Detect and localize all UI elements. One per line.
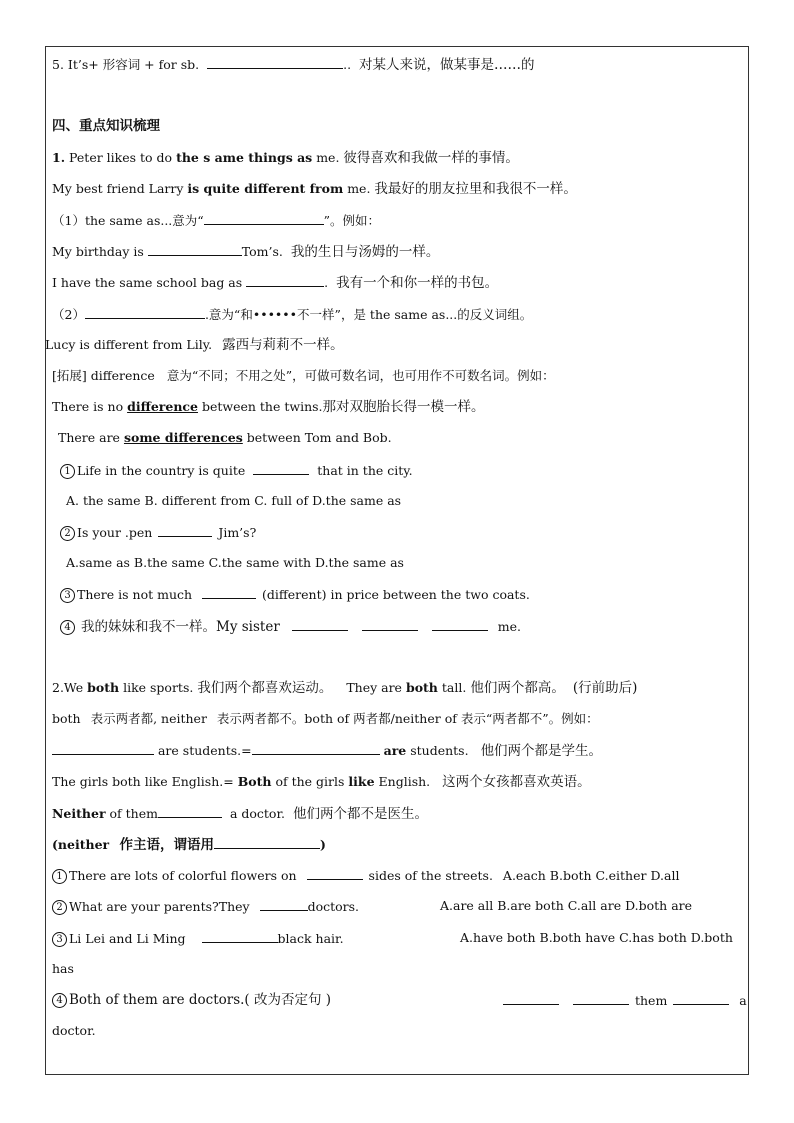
example-text: Lucy is different from Lily. xyxy=(45,337,213,352)
example-text: The girls both like English.= xyxy=(52,774,234,789)
point1-sub2 xyxy=(52,306,532,323)
blank-line[interactable] xyxy=(52,742,154,755)
answer-blank[interactable] xyxy=(503,992,559,1005)
exercise-text: sides of the streets. xyxy=(368,868,493,883)
pattern-text: 5. It’s+ 形容词 + for sb. xyxy=(52,57,200,72)
exercise-text: Li Lei and Li Ming xyxy=(69,931,186,946)
exercise-text: a xyxy=(739,993,747,1008)
extension-text: 意为“不同；不用之处”，可做可数名词，也可用作不可数名词。例如： xyxy=(166,368,555,383)
exercise-text: black hair. xyxy=(277,931,344,946)
point1-example6 xyxy=(52,399,485,415)
point1-example2 xyxy=(52,181,577,197)
example-text: There are xyxy=(58,430,120,445)
pattern-meaning: 对某人来说，做某事是……的 xyxy=(359,57,535,73)
explanation: 表示两者都不。both of 两者都/neither of 表示“两者都不”。例如： xyxy=(216,711,599,726)
point1-sub1 xyxy=(52,212,380,229)
key-phrase: is quite different from xyxy=(187,181,344,196)
circled-number: 4 xyxy=(60,620,75,635)
exercise-text: doctors. xyxy=(307,899,360,914)
answer-blank[interactable] xyxy=(202,930,278,943)
pattern-dots: .. xyxy=(343,57,352,72)
blank-line[interactable] xyxy=(207,56,343,69)
example-text: of the girls xyxy=(275,774,345,789)
exercise-text: (different) in price between the two coats. xyxy=(262,587,530,602)
exercise-text: 我的妹妹和我不一样。My sister xyxy=(81,619,280,635)
exercise-4 xyxy=(60,618,521,635)
translation: 我的生日与汤姆的一样。 xyxy=(290,244,440,260)
answer-blank[interactable] xyxy=(673,992,729,1005)
example-text: between Tom and Bob. xyxy=(246,430,392,445)
answer-blank[interactable] xyxy=(158,524,212,537)
example-text: of them xyxy=(109,806,158,821)
point2-line5 xyxy=(52,805,428,822)
translation: 他们两个都不是医生。 xyxy=(293,806,429,822)
exercise-r2-options: A.are all B.are both C.all are D.both are xyxy=(440,898,693,913)
sub-text: （1）the same as...意为“ xyxy=(52,213,204,228)
translation: 我最好的朋友拉里和我很不一样。 xyxy=(374,181,577,197)
sentence-pattern-line xyxy=(52,56,535,73)
translation: 那对双胞胎长得一模一样。 xyxy=(322,399,485,415)
point1-example1 xyxy=(52,150,519,166)
example-text: students. xyxy=(410,743,469,758)
exercise-r3 xyxy=(52,930,344,947)
point2-note xyxy=(52,836,326,853)
example-text: a doctor. xyxy=(229,806,286,821)
exercise-1 xyxy=(60,462,413,479)
example-text: English. xyxy=(378,774,431,789)
circled-number: 3 xyxy=(52,932,67,947)
answer-blank[interactable] xyxy=(292,618,348,631)
example-text: There is no xyxy=(52,399,124,414)
example-text: are students.= xyxy=(157,743,252,758)
translation: 这两个女孩都喜欢英语。 xyxy=(442,774,591,790)
example-text: between the twins. xyxy=(201,399,323,414)
answer-blank[interactable] xyxy=(573,992,629,1005)
exercise-r1 xyxy=(52,867,679,884)
example-text: They are xyxy=(346,680,402,695)
blank-line[interactable] xyxy=(148,243,242,256)
point1-example4 xyxy=(52,274,498,291)
example-text: Tom’s. xyxy=(241,244,283,259)
example-text: tall. xyxy=(441,680,467,695)
explanation: both xyxy=(52,711,81,726)
blank-line[interactable] xyxy=(214,836,320,849)
key-phrase: are xyxy=(383,743,407,758)
exercise-r4-cont: doctor. xyxy=(52,1023,96,1038)
exercise-text: me. xyxy=(497,619,521,634)
point1-example5 xyxy=(45,337,344,353)
circled-number: 2 xyxy=(52,900,67,915)
key-phrase: Neither xyxy=(52,806,106,821)
exercise-2 xyxy=(60,524,256,541)
example-text: My birthday is xyxy=(52,244,144,259)
exercise-text: Is your .pen xyxy=(77,525,153,540)
circled-number: 2 xyxy=(60,526,75,541)
key-phrase: Both xyxy=(237,774,272,789)
extension-line xyxy=(52,368,555,384)
key-phrase: both xyxy=(405,680,438,695)
point2-line1 xyxy=(52,680,637,696)
exercise-text: them xyxy=(634,993,668,1008)
answer-blank[interactable] xyxy=(432,618,488,631)
note-text: 作主语，谓语用 xyxy=(119,837,214,853)
circled-number: 1 xyxy=(52,869,67,884)
exercise-options: A.each B.both C.either D.all xyxy=(502,868,680,883)
circled-number: 3 xyxy=(60,588,75,603)
exercise-1-options: A. the same B. different from C. full of D.the same as xyxy=(66,493,402,508)
example-text: like sports. xyxy=(123,680,194,695)
exercise-r4-blanks xyxy=(503,992,747,1009)
sub-text: ”。例如： xyxy=(323,213,381,228)
point-number: 1. xyxy=(52,150,66,165)
exercise-r4 xyxy=(52,992,331,1008)
answer-blank[interactable] xyxy=(260,898,308,911)
example-text: me. xyxy=(347,181,371,196)
sub-text: .意为“和••••••不一样”，是 the same as...的反义词组。 xyxy=(204,307,533,322)
blank-line[interactable] xyxy=(252,742,380,755)
translation: 我们两个都喜欢运动。 xyxy=(197,680,333,696)
translation: 我有一个和你一样的书包。 xyxy=(336,275,499,291)
exercise-text: that in the city. xyxy=(317,463,413,478)
section-heading: 四、重点知识梳理 xyxy=(52,118,160,134)
circled-number: 1 xyxy=(60,464,75,479)
translation: 彼得喜欢和我做一样的事情。 xyxy=(343,150,519,166)
blank-line[interactable] xyxy=(158,805,222,818)
key-phrase: both xyxy=(87,680,120,695)
point2-line4 xyxy=(52,774,591,790)
answer-blank[interactable] xyxy=(253,462,309,475)
exercise-3 xyxy=(60,586,530,603)
exercise-r3-options-cont: has xyxy=(52,961,74,976)
example-text: . xyxy=(324,275,329,290)
circled-number: 4 xyxy=(52,993,67,1008)
key-phrase: the s ame things as xyxy=(176,150,313,165)
example-text: me. xyxy=(316,150,340,165)
point2-line3 xyxy=(52,742,602,759)
example-text: 2.We xyxy=(52,680,84,695)
sub-text: （2） xyxy=(52,307,85,322)
exercise-r3-options: A.have both B.both have C.has both D.both xyxy=(460,930,733,945)
exercise-text: Life in the country is quite xyxy=(77,463,246,478)
blank-line[interactable] xyxy=(204,212,324,225)
answer-blank[interactable] xyxy=(202,586,256,599)
point1-example7 xyxy=(58,430,392,446)
translation: 他们两个都高。 xyxy=(470,680,565,696)
point2-line2 xyxy=(52,711,599,727)
note-text: ) xyxy=(319,837,326,852)
note-text: (neither xyxy=(52,837,110,852)
example-text: Peter likes to do xyxy=(69,150,173,165)
translation: 露西与莉莉不一样。 xyxy=(222,337,344,353)
note: (行前助后) xyxy=(572,680,638,696)
answer-blank[interactable] xyxy=(362,618,418,631)
blank-line[interactable] xyxy=(246,274,324,287)
exercise-text: There are lots of colorful flowers on xyxy=(69,868,297,883)
extension-label: [拓展] difference xyxy=(52,368,155,383)
example-text: I have the same school bag as xyxy=(52,275,243,290)
key-phrase: some differences xyxy=(123,430,243,445)
exercise-text: Both of them are doctors.( 改为否定句 ) xyxy=(69,992,332,1008)
answer-blank[interactable] xyxy=(307,867,363,880)
example-text: My best friend Larry xyxy=(52,181,184,196)
blank-line[interactable] xyxy=(85,306,205,319)
key-phrase: difference xyxy=(127,399,198,414)
explanation: 表示两者都, neither xyxy=(90,711,207,726)
exercise-2-options: A.same as B.the same C.the same with D.the same as xyxy=(66,555,404,570)
point1-example3 xyxy=(52,243,439,260)
exercise-text: There is not much xyxy=(77,587,193,602)
translation: 他们两个都是学生。 xyxy=(480,743,603,759)
key-phrase: like xyxy=(348,774,375,789)
exercise-r2 xyxy=(52,898,359,915)
exercise-text: What are your parents?They xyxy=(69,899,250,914)
exercise-text: Jim’s? xyxy=(218,525,257,540)
